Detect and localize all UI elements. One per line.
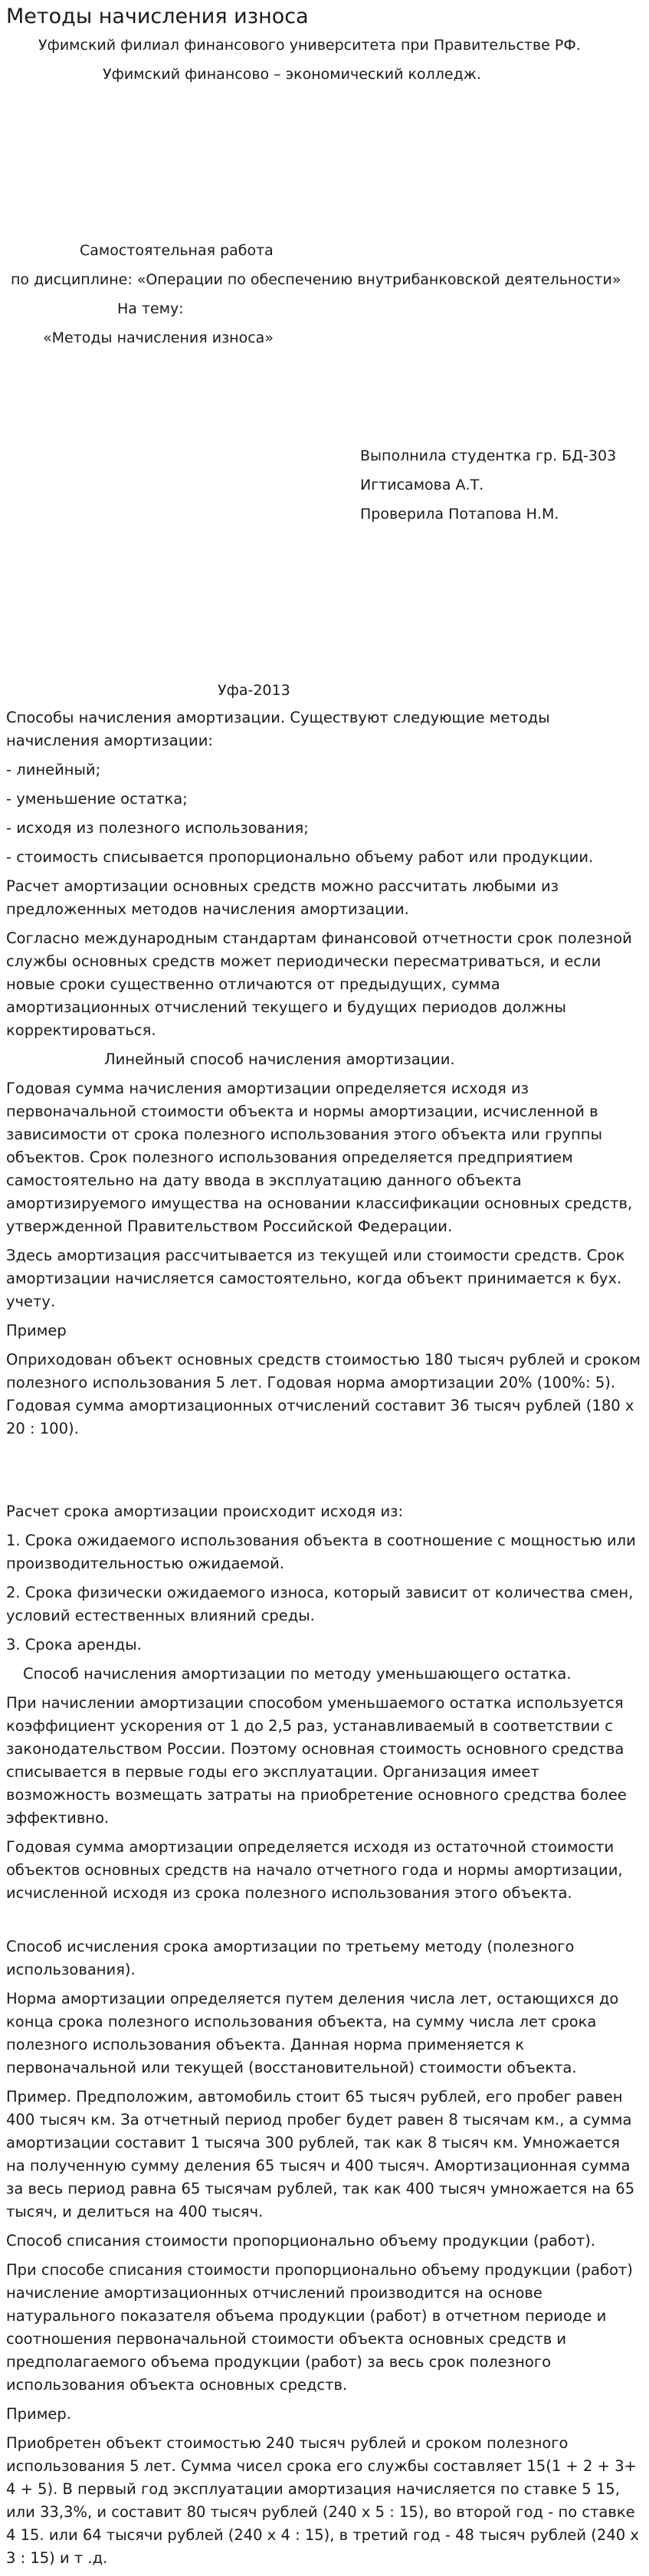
paragraph: Расчет срока амортизации происходит исходя из:	[6, 1503, 404, 1520]
cover-discipline: по дисциплине: «Операции по обеспечению внутрибанковской деятельности»	[11, 271, 621, 288]
example-text: Пример. Предположим, автомобиль стоит 65 тысяч рублей, его пробег равен 400 тысяч км. За отчетный период пробег будет равен 8 тысячам км., а сумма амортизации составит 1 тысяча 300 рублей, так как 8 тысяч км. Умножается на полученную сумму деления 65 тысяч и 400 тысяч. Амортизационная сумма за весь период равна 65 тысячам рублей, так как 400 тысяч умножается на 65 тысяч, и делиться на 400 тысяч.	[6, 2088, 635, 2220]
list-item: - линейный;	[6, 761, 101, 778]
section-heading-third: Способ исчисления срока амортизации по третьему методу (полезного использования).	[6, 1938, 575, 1978]
cover-student-name: Игтисамова А.Т.	[360, 477, 484, 493]
list-item: - исходя из полезного использования;	[6, 819, 309, 837]
paragraph: Способы начисления амортизации. Существуют следующие методы начисления амортизации:	[6, 709, 550, 749]
list-item: - стоимость списывается пропорционально объему работ или продукции.	[6, 848, 594, 866]
document-body	[6, 706, 641, 2576]
section-heading-proportional: Способ списания стоимости пропорционально объему продукции (работ).	[6, 2232, 596, 2250]
section-heading-reducing: Способ начисления амортизации по методу уменьшающего остатка.	[23, 1665, 572, 1683]
paragraph: При способе списания стоимости пропорционально объему продукции (работ) начисление амортизационных отчислений производится на основе натурального показателя объема продукции (работ) в отчетном периоде и соотношения первоначальной стоимости объекта основных средств и предполагаемого объема продукции (работ) за весь срок полезного использования объекта основных средств.	[6, 2261, 633, 2394]
paragraph: Годовая сумма амортизации определяется исходя из остаточной стоимости объектов основных средств на начало отчетного года и нормы амортизации, исчисленной исходя из срока полезного использования этого объекта.	[6, 1838, 623, 1902]
list-item: - уменьшение остатка;	[6, 790, 188, 808]
paragraph: Расчет амортизации основных средств можно рассчитать любыми из предложенных методов начисления амортизации.	[6, 877, 559, 918]
cover-performed-by: Выполнила студентка гр. БД-303	[360, 447, 617, 464]
header-university: Уфимский филиал финансового университета при Правительстве РФ.	[38, 37, 581, 54]
document-title: Методы начисления износа	[6, 5, 309, 28]
numbered-item: 3. Срока аренды.	[6, 1636, 142, 1653]
paragraph: Норма амортизации определяется путем деления числа лет, остающихся до конца срока полезного использования объекта, на сумму числа лет срока полезного использования объекта. Данная норма применяется к первоначальной или текущей (восстановительной) стоимости объекта.	[6, 1990, 619, 2076]
paragraph: Согласно международным стандартам финансовой отчетности срок полезной службы основных средств может периодически пересматриваться, и если новые сроки существенно отличаются от предыдущих, сумма амортизационных отчислений текущего и будущих периодов должны корректироваться.	[6, 929, 632, 1039]
cover-checked-by: Проверила Потапова Н.М.	[360, 506, 559, 523]
numbered-item: 1. Срока ожидаемого использования объекта в соотношение с мощностью или производительностью ожидаемой.	[6, 1532, 636, 1572]
numbered-item: 2. Срока физически ожидаемого износа, который зависит от количества смен, условий естественных влияний среды.	[6, 1584, 634, 1624]
example-text: Оприходован объект основных средств стоимостью 180 тысяч рублей и сроком полезного использования 5 лет. Годовая норма амортизации 20% (100%: 5). Годовая сумма амортизационных отчислений составит 36 тысяч рублей (180 х 20 : 100).	[6, 1351, 641, 1437]
header-college: Уфимский финансово – экономический колледж.	[103, 66, 481, 83]
cover-topic: «Методы начисления износа»	[43, 329, 274, 346]
cover-topic-label: На тему:	[117, 300, 184, 317]
cover-work-type: Самостоятельная работа	[80, 242, 274, 259]
example-label: Пример.	[6, 2405, 71, 2423]
cover-city-year: Уфа-2013	[218, 682, 290, 699]
section-heading-linear: Линейный способ начисления амортизации.	[104, 1050, 455, 1068]
paragraph: Годовая сумма начисления амортизации определяется исходя из первоначальной стоимости объекта и нормы амортизации, исчисленной в зависимости от срока полезного использования этого объекта или группы объектов. Срок полезного использования определяется предприятием самостоятельно на дату ввода в эксплуатацию данного объекта амортизируемого имущества на основании классификации основных средств, утвержденной Правительством Российской Федерации.	[6, 1080, 633, 1235]
paragraph: Здесь амортизация рассчитывается из текущей или стоимости средств. Срок амортизации начисляется самостоятельно, когда объект принимается к бух. учету.	[6, 1247, 625, 1310]
paragraph: При начислении амортизации способом уменьшаемого остатка используется коэффициент ускорения от 1 до 2,5 раз, устанавливаемый в соответствии с законодательством России. Поэтому основная стоимость основного средства списывается в первые годы его эксплуатации. Организация имеет возможность возмещать затраты на приобретение основного средства более эффективно.	[6, 1694, 627, 1827]
example-label: Пример	[6, 1322, 67, 1339]
example-text: Приобретен объект стоимостью 240 тысяч рублей и сроком полезного использования 5 лет. Сумма чисел срока его службы составляет 15(1 + 2 + 3+ 4 + 5). В первый год эксплуатации амортизация начисляется по ставке 5 15, или 33,3%, и составит 80 тысяч рублей (240 х 5 : 15), во второй год - по ставке 4 15. или 64 тысячи рублей (240 х 4 : 15), в третий год - 48 тысяч рублей (240 х 3 : 15) и т .д.	[6, 2434, 639, 2567]
